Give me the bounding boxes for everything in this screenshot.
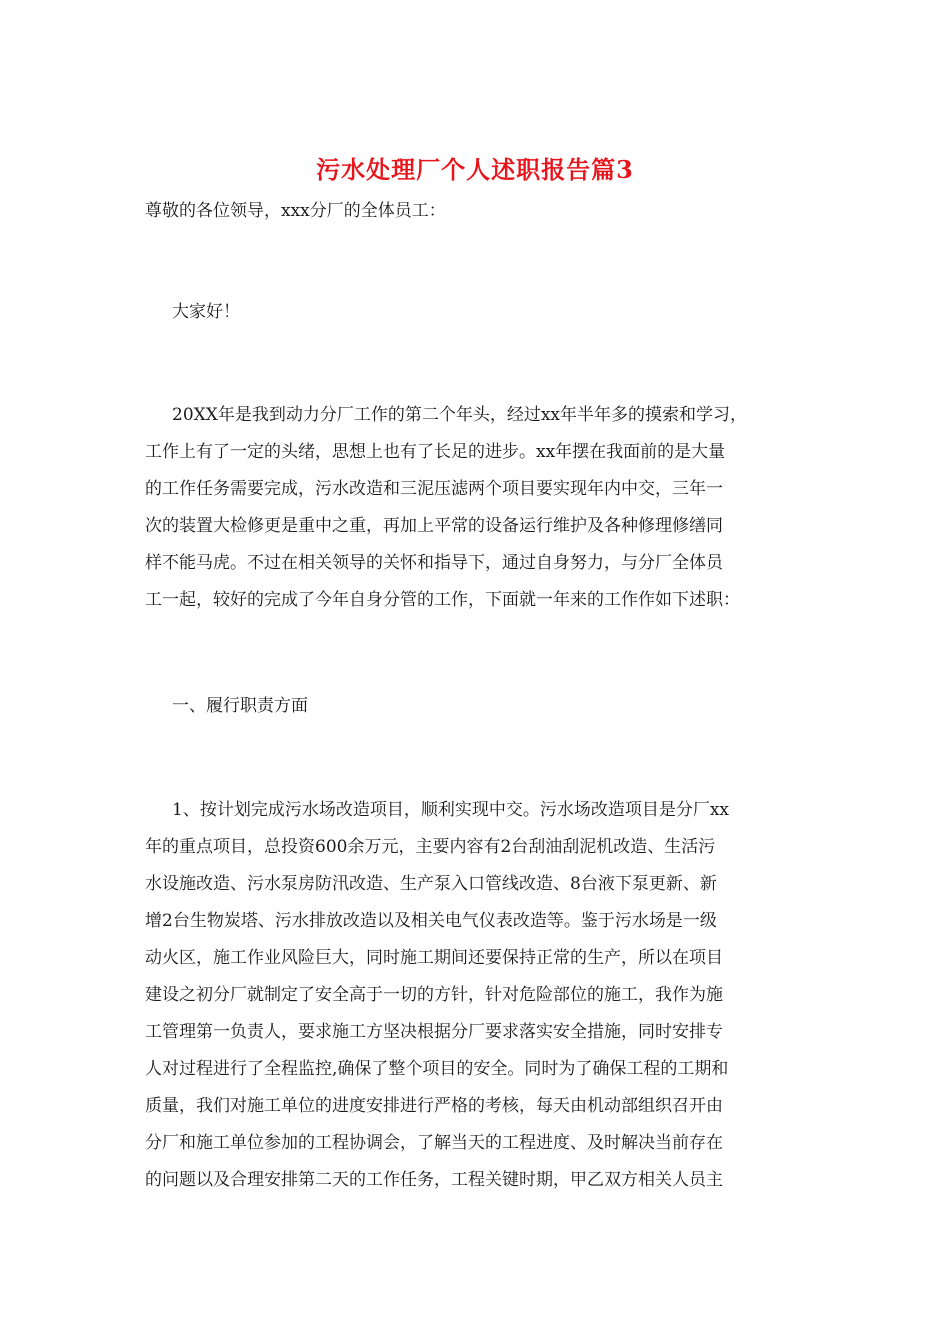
intro-line: 工一起，较好的完成了今年自身分管的工作，下面就一年来的工作作如下述职： — [145, 590, 740, 610]
item1-line: 分厂和施工单位参加的工程协调会，了解当天的工程进度、及时解决当前存在 — [145, 1133, 723, 1153]
item1-line: 年的重点项目，总投资600余万元，主要内容有2台刮油刮泥机改造、生活污 — [145, 837, 716, 857]
item1-line: 质量，我们对施工单位的进度安排进行严格的考核，每天由机动部组织召开由 — [145, 1096, 723, 1116]
intro-line: 的工作任务需要完成，污水改造和三泥压滤两个项目要实现年内中交，三年一 — [145, 479, 723, 499]
item1-line: 动火区，施工作业风险巨大，同时施工期间还要保持正常的生产，所以在项目 — [145, 948, 723, 968]
salutation: 尊敬的各位领导，xxx分厂的全体员工： — [145, 201, 446, 221]
item1-line: 的问题以及合理安排第二天的工作任务，工程关键时期，甲乙双方相关人员主 — [145, 1170, 723, 1190]
intro-line: 20XX年是我到动力分厂工作的第二个年头，经过xx年半年多的摸索和学习， — [172, 405, 748, 425]
item1-line: 人对过程进行了全程监控,确保了整个项目的安全。同时为了确保工程的工期和 — [145, 1059, 729, 1079]
section-heading: 一、履行职责方面 — [172, 696, 308, 716]
item1-line: 工管理第一负责人，要求施工方坚决根据分厂要求落实安全措施，同时安排专 — [145, 1022, 723, 1042]
intro-line: 样不能马虎。不过在相关领导的关怀和指导下，通过自身努力，与分厂全体员 — [145, 553, 723, 573]
greeting: 大家好！ — [172, 302, 240, 322]
item1-line: 水设施改造、污水泵房防汛改造、生产泵入口管线改造、8台液下泵更新、新 — [145, 874, 717, 894]
intro-line: 工作上有了一定的头绪，思想上也有了长足的进步。xx年摆在我面前的是大量 — [145, 442, 726, 462]
item1-line: 建设之初分厂就制定了安全高于一切的方针，针对危险部位的施工，我作为施 — [145, 985, 723, 1005]
item1-line: 1、按计划完成污水场改造项目，顺利实现中交。污水场改造项目是分厂xx — [172, 800, 729, 820]
intro-line: 次的装置大检修更是重中之重，再加上平常的设备运行维护及各种修理修缮同 — [145, 516, 723, 536]
item1-line: 增2台生物炭塔、污水排放改造以及相关电气仪表改造等。鉴于污水场是一级 — [145, 911, 717, 931]
document-title: 污水处理厂个人述职报告篇3 — [316, 155, 634, 184]
